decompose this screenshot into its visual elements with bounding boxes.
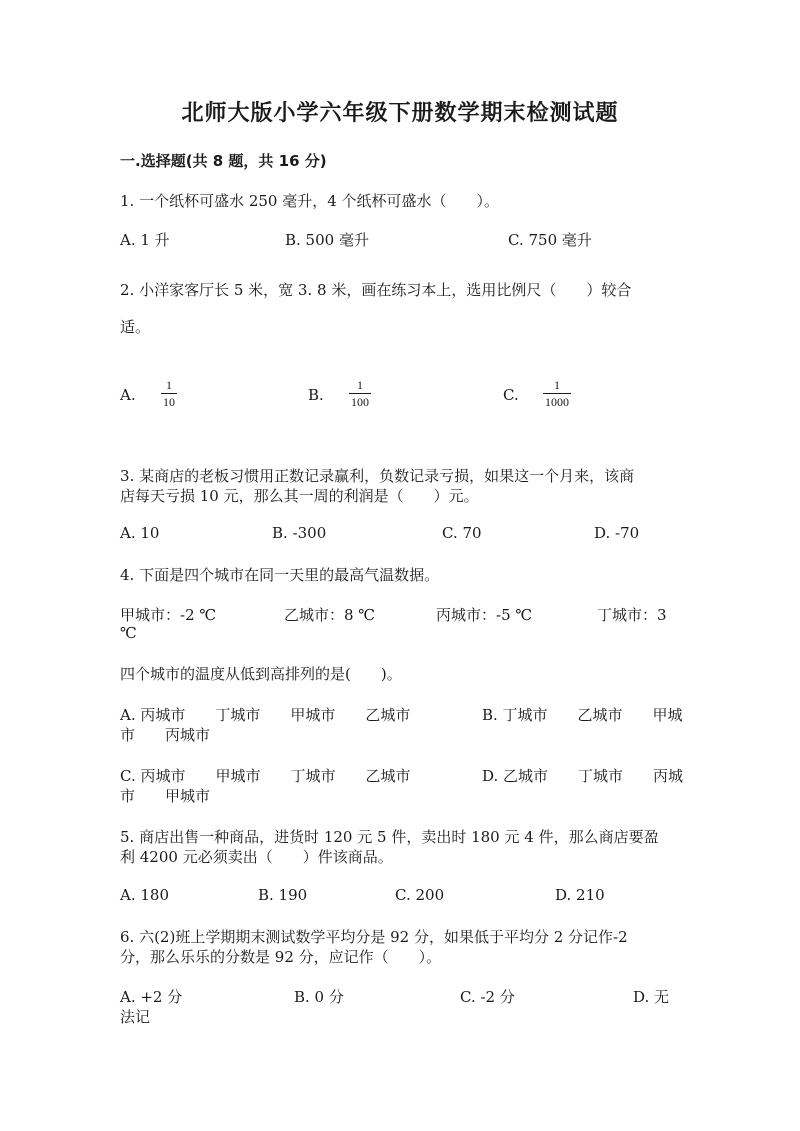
question-2-option-b-label: B. <box>308 386 324 404</box>
question-5-option-a: A. 180 <box>120 886 169 904</box>
question-2-stem-line-2: 适。 <box>120 318 151 336</box>
question-2-option-c-fraction <box>543 378 571 409</box>
question-4-stem: 4. 下面是四个城市在同一天里的最高气温数据。 <box>120 566 440 584</box>
question-4-option-b: B. 丁城市 乙城市 甲城 <box>482 706 683 724</box>
question-2-option-c-label: C. <box>503 386 519 404</box>
question-6-option-d: D. 无 <box>633 988 670 1006</box>
question-5-stem-line-1: 5. 商店出售一种商品，进货时 120 元 5 件，卖出时 180 元 4 件，那么商店要盈 <box>120 828 659 846</box>
question-2-option-b-fraction <box>349 378 371 409</box>
question-3-option-d: D. -70 <box>594 524 640 542</box>
question-1-option-a: A. 1 升 <box>120 231 170 249</box>
question-4-city-c: 丙城市：-5 ℃ <box>436 606 533 624</box>
question-3-stem-line-2: 店每天亏损 10 元，那么其一周的利润是（ ）元。 <box>120 487 479 505</box>
question-5-option-c: C. 200 <box>395 886 445 904</box>
question-3-option-a: A. 10 <box>120 524 160 542</box>
question-2-stem-line-1: 2. 小洋家客厅长 5 米，宽 3. 8 米，画在练习本上，选用比例尺（ ）较合 <box>120 281 632 299</box>
question-5-option-b: B. 190 <box>258 886 308 904</box>
question-4-option-d-wrap: 市 甲城市 <box>120 787 211 805</box>
question-6-stem-line-2: 分，那么乐乐的分数是 92 分，应记作（ ）。 <box>120 948 442 966</box>
question-1-option-b: B. 500 毫升 <box>285 231 369 249</box>
question-4-city-a: 甲城市：-2 ℃ <box>120 606 217 624</box>
fraction-denominator: 100 <box>351 395 369 409</box>
question-5-stem-line-2: 利 4200 元必须卖出（ ）件该商品。 <box>120 848 393 866</box>
question-3-option-b: B. -300 <box>272 524 327 542</box>
fraction-numerator: 1 <box>166 378 172 392</box>
question-4-city-b: 乙城市：8 ℃ <box>284 606 376 624</box>
question-4-option-b-wrap: 市 丙城市 <box>120 726 211 744</box>
question-1-stem: 1. 一个纸杯可盛水 250 毫升，4 个纸杯可盛水（ ）。 <box>120 192 500 210</box>
fraction-bar <box>161 393 177 394</box>
fraction-denominator: 1000 <box>545 395 569 409</box>
question-6-stem-line-1: 6. 六(2)班上学期期末测试数学平均分是 92 分，如果低于平均分 2 分记作-2 <box>120 928 628 946</box>
question-3-option-c: C. 70 <box>442 524 482 542</box>
question-1-option-c: C. 750 毫升 <box>508 231 592 249</box>
question-6-option-d-wrap: 法记 <box>120 1008 151 1026</box>
question-4-option-c: C. 丙城市 甲城市 丁城市 乙城市 <box>120 767 411 785</box>
fraction-denominator: 10 <box>163 395 175 409</box>
fraction-bar <box>349 393 371 394</box>
question-4-city-d-wrap: ℃ <box>120 624 137 642</box>
question-4-city-d: 丁城市：3 <box>597 606 667 624</box>
fraction-numerator: 1 <box>357 378 363 392</box>
question-5-option-d: D. 210 <box>555 886 605 904</box>
page-title: 北师大版小学六年级下册数学期末检测试题 <box>181 101 619 126</box>
question-2-option-a-label: A. <box>120 386 136 404</box>
question-4-option-a: A. 丙城市 丁城市 甲城市 乙城市 <box>120 706 411 724</box>
question-6-option-a: A. +2 分 <box>120 988 183 1006</box>
fraction-numerator: 1 <box>554 378 560 392</box>
section-heading: 一.选择题(共 8 题，共 16 分) <box>120 152 327 170</box>
fraction-bar <box>543 393 571 394</box>
question-4-question: 四个城市的温度从低到高排列的是( )。 <box>120 665 402 683</box>
question-6-option-c: C. -2 分 <box>460 988 515 1006</box>
question-4-option-d: D. 乙城市 丁城市 丙城 <box>482 767 684 785</box>
question-6-option-b: B. 0 分 <box>294 988 344 1006</box>
question-2-option-a-fraction <box>161 378 177 409</box>
question-3-stem-line-1: 3. 某商店的老板习惯用正数记录赢利，负数记录亏损，如果这一个月来，该商 <box>120 467 635 485</box>
